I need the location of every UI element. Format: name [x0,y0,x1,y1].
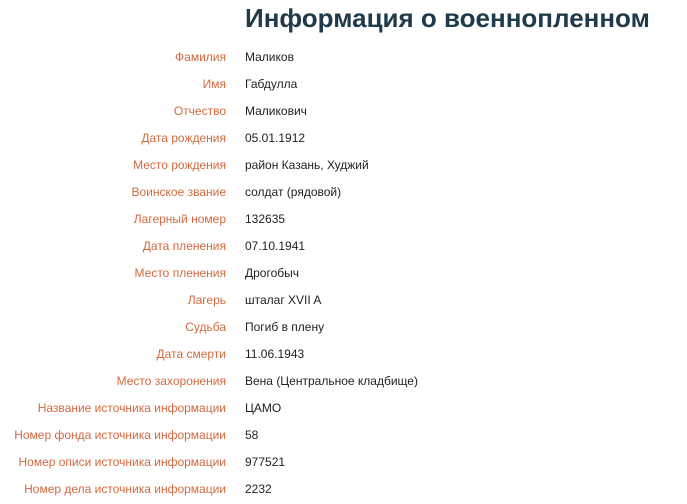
field-value-military-rank: солдат (рядовой) [245,184,342,199]
field-value-capture-place: Дрогобыч [245,265,300,280]
field-value-fate: Погиб в плену [245,319,325,334]
field-label-source-name: Название источника информации [37,400,226,415]
field-value-file-number: 2232 [245,481,272,496]
record-row-file-number [0,475,687,502]
field-label-fate: Судьба [185,319,226,334]
record-row-burial-place [0,367,687,394]
record-row-first-name [0,70,687,97]
field-value-inventory-number: 977521 [245,454,286,469]
page-title: Информация о военнопленном [245,3,650,33]
field-label-patronymic: Отчество [173,103,226,118]
field-value-birth-place: район Казань, Худжий [245,157,369,172]
field-label-birth-place: Место рождения [133,157,226,172]
record-row-camp [0,286,687,313]
field-label-first-name: Имя [202,76,226,91]
record-row-birth-place [0,151,687,178]
field-label-camp-number: Лагерный номер [133,211,226,226]
record-row-patronymic [0,97,687,124]
record-row-military-rank [0,178,687,205]
field-label-death-date: Дата смерти [156,346,226,361]
record-row-capture-date [0,232,687,259]
record-row-camp-number [0,205,687,232]
field-value-source-name: ЦАМО [245,400,282,415]
field-label-birth-date: Дата рождения [141,130,226,145]
field-label-camp: Лагерь [187,292,226,307]
field-value-burial-place: Вена (Центральное кладбище) [245,373,418,388]
record-row-fate [0,313,687,340]
record-table [0,43,687,502]
field-label-inventory-number: Номер описи источника информации [18,454,226,469]
field-value-surname: Маликов [245,49,294,64]
record-row-capture-place [0,259,687,286]
field-label-capture-date: Дата пленения [142,238,226,253]
field-value-fund-number: 58 [245,427,259,442]
field-value-birth-date: 05.01.1912 [245,130,306,145]
field-label-surname: Фамилия [175,49,226,64]
field-label-file-number: Номер дела источника информации [24,481,226,496]
record-row-inventory-number [0,448,687,475]
record-row-surname [0,43,687,70]
field-label-capture-place: Место пленения [134,265,226,280]
field-label-military-rank: Воинское звание [131,184,226,199]
field-value-first-name: Габдулла [245,76,298,91]
field-value-patronymic: Маликович [245,103,307,118]
record-row-fund-number [0,421,687,448]
record-row-source-name [0,394,687,421]
field-value-camp: шталаг XVII A [245,292,322,307]
record-row-death-date [0,340,687,367]
field-value-camp-number: 132635 [245,211,286,226]
field-label-burial-place: Место захоронения [116,373,226,388]
field-value-capture-date: 07.10.1941 [245,238,306,253]
record-row-birth-date [0,124,687,151]
field-label-fund-number: Номер фонда источника информации [14,427,226,442]
field-value-death-date: 11.06.1943 [245,346,305,361]
